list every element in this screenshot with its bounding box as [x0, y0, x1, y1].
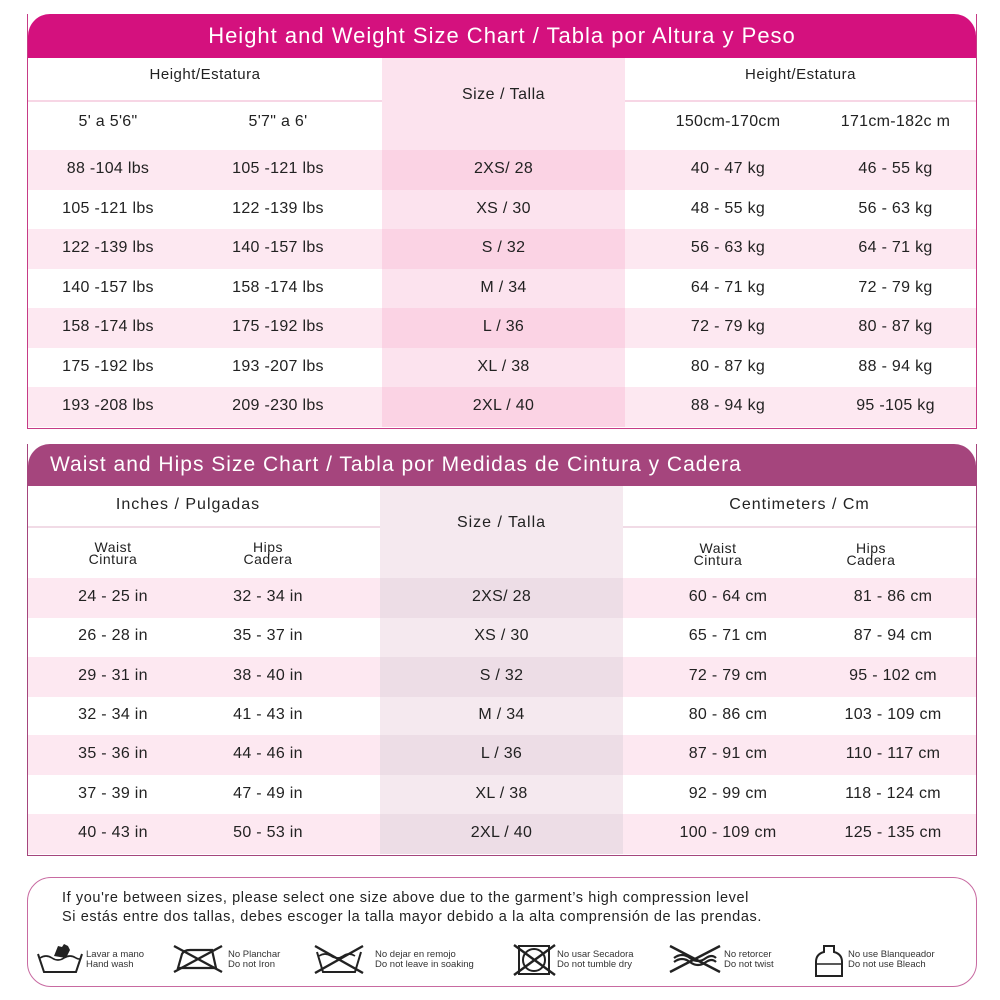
care-label-es: No use Blanqueador [848, 949, 935, 960]
col-header-waist-cm: Waist Cintura [693, 540, 743, 568]
col-header-hips-in: Hips Cadera [243, 539, 293, 567]
measure-cell: 56 - 63 kg [858, 199, 933, 217]
measure-cell: 100 - 109 cm [679, 823, 777, 841]
divider [625, 100, 976, 102]
size-cell: M / 34 [478, 705, 525, 723]
measure-cell: 105 -121 lbs [232, 160, 324, 177]
size-cell: L / 36 [480, 745, 523, 763]
measure-cell: 40 - 47 kg [690, 160, 766, 177]
size-cell: XL / 38 [477, 357, 530, 375]
measure-cell: 48 - 55 kg [690, 199, 766, 217]
measure-cell: 105 -121 lbs [62, 199, 154, 217]
measure-cell: 175 -192 lbs [232, 318, 324, 335]
measure-cell: 35 - 36 in [78, 745, 148, 763]
no-tumble-dry-icon [513, 944, 557, 976]
col-header-hips-cm: Hips Cadera [846, 540, 896, 568]
care-label-es: No usar Secadora [557, 949, 634, 960]
measure-cell: 140 -157 lbs [232, 239, 324, 256]
measure-cell: 38 - 40 in [233, 666, 303, 684]
height-weight-chart [27, 14, 977, 429]
measure-cell: 60 - 64 cm [688, 588, 768, 605]
measure-cell: 88 - 94 kg [858, 357, 933, 375]
measure-cell: 80 - 87 kg [690, 357, 766, 375]
divider [28, 526, 380, 528]
care-label-en: Do not use Bleach [848, 959, 926, 970]
measure-cell: 41 - 43 in [233, 705, 303, 723]
measure-cell: 81 - 86 cm [853, 588, 933, 605]
measure-cell: 44 - 46 in [233, 745, 303, 763]
col-header-ft-1: 5' a 5'6" [78, 113, 138, 130]
measure-cell: 65 - 71 cm [688, 627, 768, 645]
care-label-en: Do not twist [724, 959, 774, 970]
measure-cell: 88 - 94 kg [690, 397, 766, 414]
size-header: Size / Talla [461, 86, 546, 103]
divider [28, 100, 382, 102]
measure-cell: 24 - 25 in [78, 588, 148, 605]
care-label-es: Lavar a mano [86, 949, 145, 960]
col-header-cm-2: 171cm-182c m [840, 113, 951, 130]
measure-cell: 80 - 86 cm [688, 705, 768, 723]
size-cell: XS / 30 [474, 627, 529, 645]
measure-cell: 103 - 109 cm [844, 705, 942, 723]
measure-cell: 87 - 91 cm [688, 745, 768, 763]
care-label-en: Do not Iron [228, 959, 275, 970]
col-header-ft-2: 5'7" a 6' [248, 113, 308, 130]
waist-hips-chart [27, 444, 977, 856]
measure-cell: 46 - 55 kg [858, 160, 933, 177]
height-weight-title: Height and Weight Size Chart / Tabla por Altura y Peso [28, 14, 976, 58]
measure-cell: 29 - 31 in [78, 666, 148, 684]
measure-cell: 140 -157 lbs [62, 278, 154, 296]
measure-cell: 87 - 94 cm [853, 627, 933, 645]
size-cell: XL / 38 [475, 784, 528, 802]
left-group-header: Height/Estatura [149, 66, 261, 83]
size-cell: S / 32 [481, 239, 526, 256]
care-label-es: No Planchar [228, 949, 281, 960]
measure-cell: 122 -139 lbs [232, 199, 324, 217]
measure-cell: 64 - 71 kg [858, 239, 933, 256]
size-header: Size / Talla [456, 514, 547, 531]
size-cell: 2XL / 40 [472, 397, 535, 414]
measure-cell: 32 - 34 in [78, 705, 148, 723]
measure-cell: 88 -104 lbs [66, 160, 150, 177]
right-group-header: Centimeters / Cm [729, 496, 870, 513]
measure-cell: 125 - 135 cm [844, 823, 942, 841]
sizing-notes [27, 877, 977, 987]
right-group-header: Height/Estatura [745, 66, 856, 83]
divider [623, 526, 976, 528]
measure-cell: 64 - 71 kg [690, 278, 766, 296]
hand-wash-icon [36, 944, 84, 974]
size-cell: L / 36 [482, 318, 525, 335]
measure-cell: 175 -192 lbs [62, 357, 154, 375]
measure-cell: 50 - 53 in [233, 823, 303, 841]
measure-cell: 26 - 28 in [78, 627, 148, 645]
measure-cell: 72 - 79 kg [858, 278, 933, 296]
care-label-en: Do not leave in soaking [375, 959, 474, 970]
no-soak-icon [313, 944, 365, 974]
size-cell: 2XS/ 28 [471, 588, 532, 605]
no-bleach-icon [812, 944, 846, 978]
measure-cell: 37 - 39 in [78, 784, 148, 802]
measure-cell: 80 - 87 kg [858, 318, 933, 335]
left-group-header: Inches / Pulgadas [115, 496, 261, 513]
note-spanish: Si estás entre dos tallas, debes escoger la talla mayor debido a la alta comprensión de las prendas. [62, 909, 762, 925]
col-header-cm-1: 150cm-170cm [675, 113, 781, 130]
note-english: If you're between sizes, please select one size above due to the garment’s high compression level [62, 890, 749, 906]
measure-cell: 158 -174 lbs [62, 318, 154, 335]
measure-cell: 95 -105 kg [856, 397, 935, 414]
measure-cell: 193 -207 lbs [232, 357, 324, 375]
measure-cell: 193 -208 lbs [62, 397, 154, 414]
measure-cell: 35 - 37 in [233, 627, 303, 645]
col-header-waist-in: Waist Cintura [88, 539, 138, 567]
care-label-en: Hand wash [86, 959, 134, 970]
measure-cell: 95 - 102 cm [849, 666, 937, 684]
measure-cell: 32 - 34 in [233, 588, 303, 605]
size-cell: 2XS/ 28 [473, 160, 534, 177]
measure-cell: 110 - 117 cm [845, 745, 941, 763]
measure-cell: 118 - 124 cm [845, 784, 941, 802]
size-cell: S / 32 [479, 666, 524, 684]
measure-cell: 158 -174 lbs [232, 278, 324, 296]
no-wring-icon [668, 944, 722, 974]
measure-cell: 47 - 49 in [233, 784, 303, 802]
size-cell: 2XL / 40 [470, 823, 533, 841]
no-iron-icon [172, 944, 224, 974]
waist-hips-title: Waist and Hips Size Chart / Tabla por Medidas de Cintura y Cadera [28, 444, 976, 486]
care-label-es: No dejar en remojo [375, 949, 456, 960]
measure-cell: 56 - 63 kg [690, 239, 766, 256]
measure-cell: 209 -230 lbs [232, 397, 324, 414]
size-cell: XS / 30 [476, 199, 531, 217]
size-cell: M / 34 [480, 278, 527, 296]
measure-cell: 72 - 79 kg [690, 318, 766, 335]
care-label-en: Do not tumble dry [557, 959, 632, 970]
measure-cell: 40 - 43 in [78, 823, 148, 841]
care-label-es: No retorcer [724, 949, 772, 960]
measure-cell: 92 - 99 cm [688, 784, 768, 802]
measure-cell: 72 - 79 cm [688, 666, 768, 684]
measure-cell: 122 -139 lbs [62, 239, 154, 256]
